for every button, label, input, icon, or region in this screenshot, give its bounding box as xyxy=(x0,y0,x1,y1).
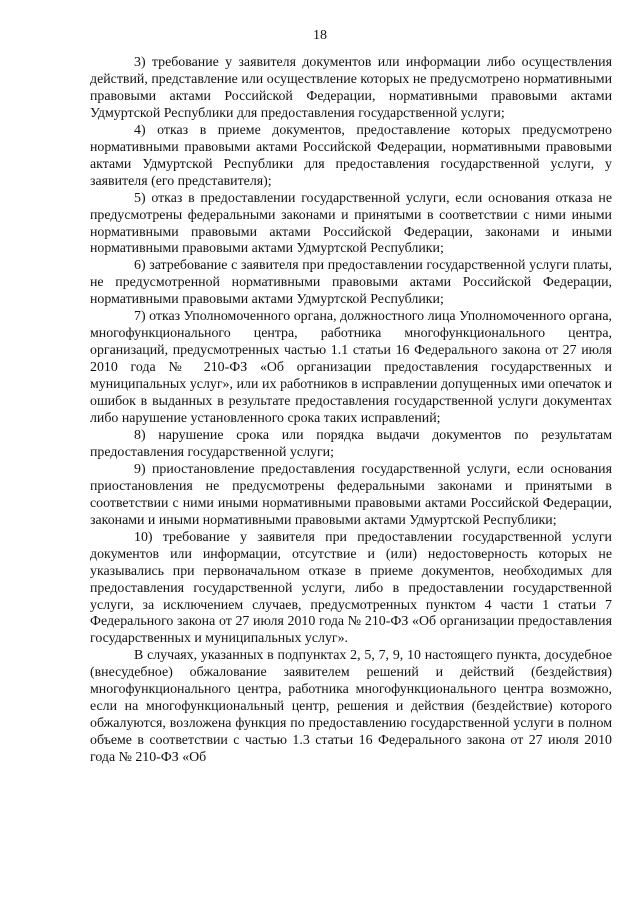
paragraph-item-3: 3) требование у заявителя документов или информации либо осуществления действий, представление или осуществление которых не предусмотрено нормативными правовыми актами Российской Федерации, нормативными правовыми актами Удмуртской Республики для предоставления государственной услуги; xyxy=(90,55,612,121)
paragraph-item-4: 4) отказ в приеме документов, предоставление которых предусмотрено нормативными правовыми актами Российской Федерации, нормативными правовыми актами Удмуртской Республики для предоставления государственной услуги, у заявителя (его представителя); xyxy=(90,122,612,189)
paragraph-appeal-cases: В случаях, указанных в подпунктах 2, 5, 7, 9, 10 настоящего пункта, досудебное (внесудебное) обжалование заявителем решений и действий (бездействия) многофункционального центра, работника многофункционального центра возможно, если на многофункциональный центр, решения и действия (бездействие) которого обжалуются, возложена функция по предоставлению государственной услуги в полном объеме в соответствии с частью 1.3 статьи 16 Федерального закона от 27 июля 2010 года № 210-ФЗ «Об xyxy=(90,648,612,766)
paragraph-item-5: 5) отказ в предоставлении государственной услуги, если основания отказа не предусмотрены федеральными законами и принятыми в соответствии с ними иными нормативными правовыми актами Российской Федерации, законами и иными нормативными правовыми актами Удмуртской Республики; xyxy=(90,190,612,257)
document-body xyxy=(90,55,612,767)
paragraph-item-8: 8) нарушение срока или порядка выдачи документов по результатам предоставления государственной услуги; xyxy=(90,427,612,460)
paragraph-item-7: 7) отказ Уполномоченного органа, должностного лица Уполномоченного органа, многофункционального центра, работника многофункционального центра, организаций, предусмотренных частью 1.1 статьи 16 Федерального закона от 27 июля 2010 года № 210-ФЗ «Об организации предоставления государственных и муниципальных услуг», или их работников в исправлении допущенных ими опечаток и ошибок в выданных в результате предоставления государственной услуги документах либо нарушение установленного срока таких исправлений; xyxy=(90,309,612,427)
page-number: 18 xyxy=(313,28,327,43)
paragraph-item-6: 6) затребование с заявителя при предоставлении государственной услуги платы, не предусмотренной нормативными правовыми актами Российской Федерации, нормативными правовыми актами Удмуртской Республики; xyxy=(90,258,612,308)
paragraph-item-10: 10) требование у заявителя при предоставлении государственной услуги документов или информации, отсутствие и (или) недостоверность которых не указывались при первоначальном отказе в приеме документов, необходимых для предоставления государственной услуги, либо в предоставлении государственной услуги, за исключением случаев, предусмотренных пунктом 4 части 1 статьи 7 Федерального закона от 27 июля 2010 года № 210-ФЗ «Об организации предоставления государственных и муниципальных услуг». xyxy=(90,529,612,647)
paragraph-item-9: 9) приостановление предоставления государственной услуги, если основания приостановления не предусмотрены федеральными законами и принятыми в соответствии с ними иными нормативными правовыми актами Российской Федерации, законами и иными нормативными правовыми актами Удмуртской Республики; xyxy=(90,461,612,528)
